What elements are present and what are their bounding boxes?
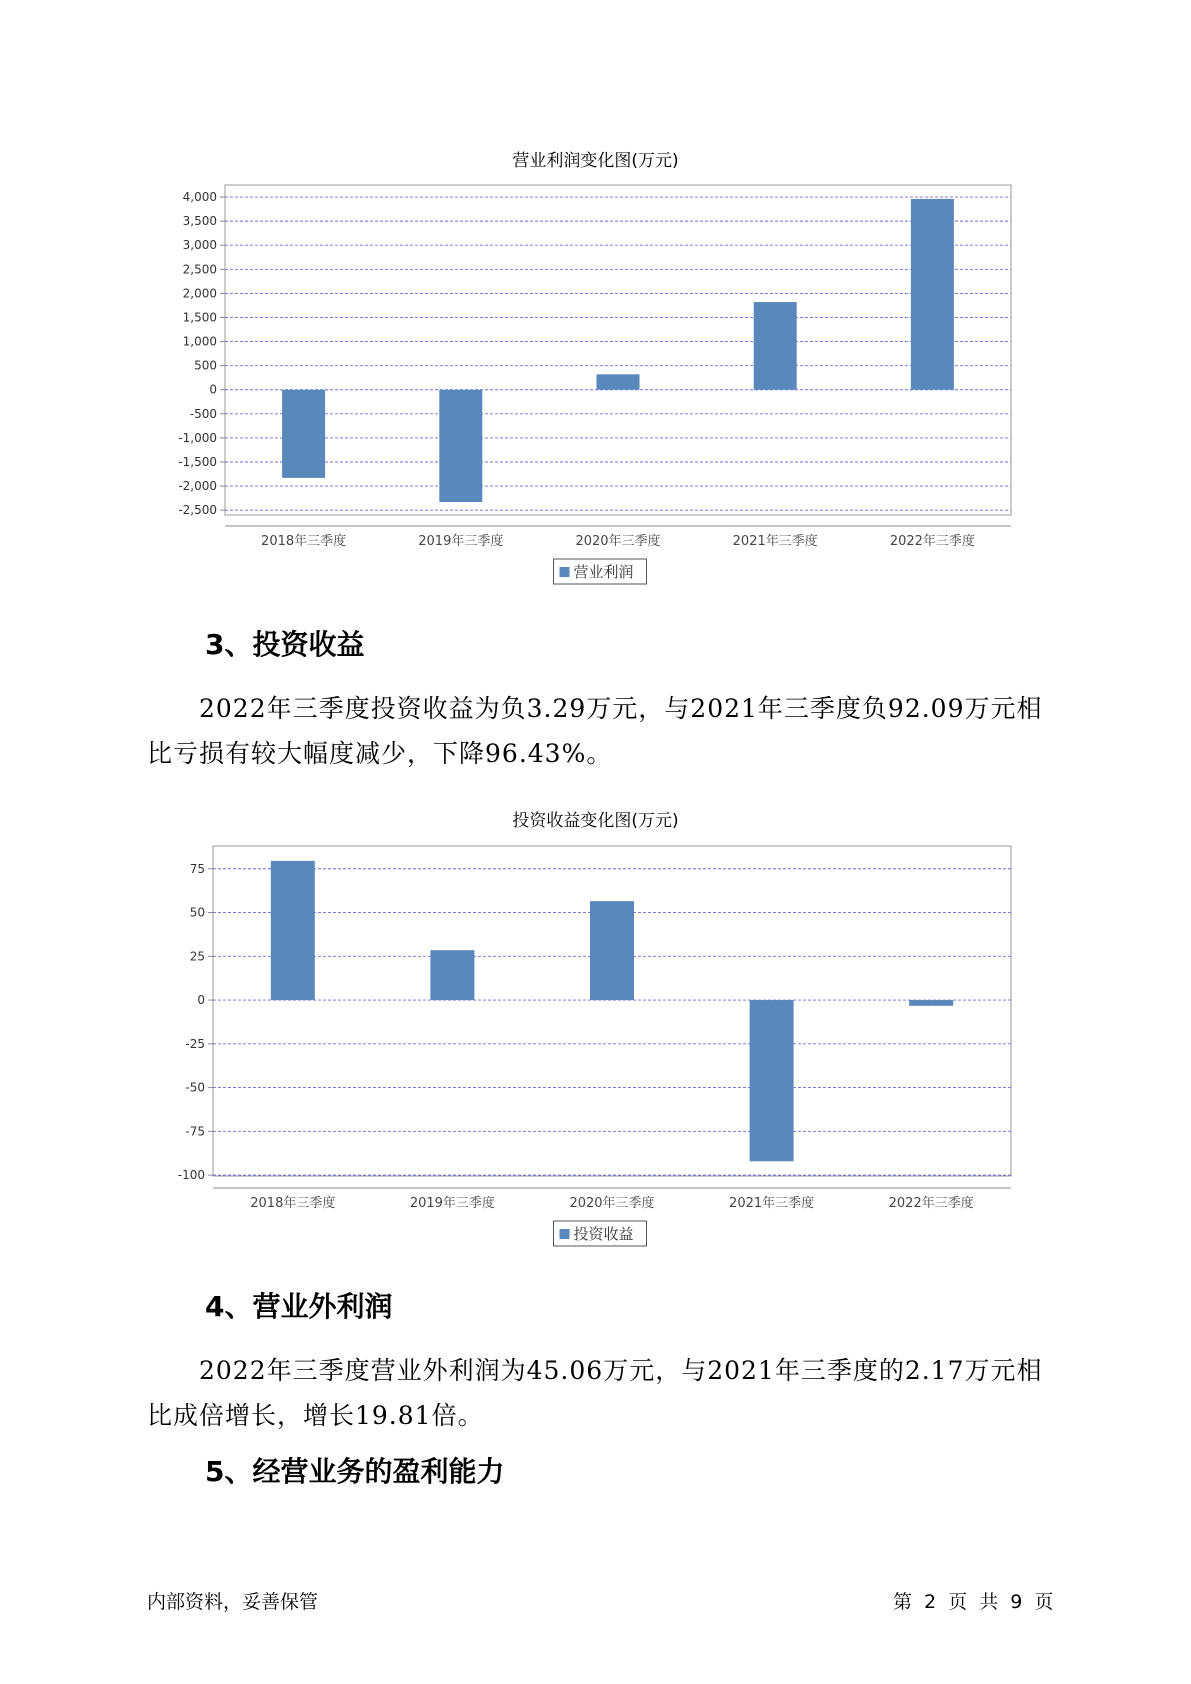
x-tick-label: 2022年三季度 — [889, 534, 975, 549]
bar — [750, 1000, 794, 1161]
y-tick-label: 2,000 — [182, 286, 217, 301]
bar — [590, 901, 634, 1000]
x-tick-label: 2020年三季度 — [575, 534, 661, 549]
y-tick-label: 50 — [189, 905, 205, 920]
y-tick-label: -1,500 — [178, 455, 217, 470]
operating-profit-chart-title: 营业利润变化图(万元) — [512, 151, 679, 171]
y-tick-label: 2,500 — [182, 262, 217, 277]
footer-confidential-note: 内部资料，妥善保管 — [147, 1591, 319, 1613]
x-tick-label: 2020年三季度 — [569, 1196, 655, 1211]
y-tick-label: -25 — [185, 1036, 205, 1051]
section-heading-non-operating-profit: 4、营业外利润 — [205, 1290, 393, 1323]
y-tick-label: -1,000 — [178, 430, 217, 445]
paragraph-non-operating-profit: 2022年三季度营业外利润为45.06万元，与2021年三季度的2.17万元相比成倍增长，增长19.81倍。 — [147, 1356, 1043, 1430]
x-tick-label: 2021年三季度 — [729, 1196, 815, 1211]
legend-swatch — [560, 1229, 570, 1239]
y-tick-label: -2,000 — [178, 479, 217, 494]
bar — [909, 1000, 953, 1006]
x-tick-label: 2018年三季度 — [250, 1196, 336, 1211]
investment-income-chart-title: 投资收益变化图(万元) — [512, 811, 679, 831]
section-heading-business-profitability: 5、经营业务的盈利能力 — [205, 1455, 505, 1488]
y-tick-label: -50 — [185, 1080, 205, 1095]
y-tick-label: 4,000 — [182, 190, 217, 205]
legend-label: 投资收益 — [573, 1225, 634, 1243]
y-tick-label: 3,500 — [182, 214, 217, 229]
x-tick-label: 2019年三季度 — [418, 534, 504, 549]
x-tick-label: 2022年三季度 — [888, 1196, 974, 1211]
y-tick-label: 1,000 — [182, 334, 217, 349]
bar — [271, 861, 315, 1000]
section-heading-investment-income: 3、投资收益 — [205, 628, 365, 661]
legend-label: 营业利润 — [573, 563, 634, 581]
paragraph-investment-income: 2022年三季度投资收益为负3.29万元，与2021年三季度负92.09万元相比亏损有较大幅度减少，下降96.43%。 — [147, 694, 1043, 768]
y-tick-label: 0 — [197, 993, 205, 1008]
footer-page-number: 第 2 页 共 9 页 — [893, 1591, 1054, 1613]
x-tick-label: 2019年三季度 — [409, 1196, 495, 1211]
y-tick-label: -500 — [189, 406, 217, 421]
y-tick-label: 0 — [209, 382, 217, 397]
y-tick-label: -75 — [185, 1124, 205, 1139]
y-tick-label: 1,500 — [182, 310, 217, 325]
plot-area — [213, 846, 1011, 1176]
y-tick-label: -100 — [177, 1168, 205, 1183]
y-tick-label: 3,000 — [182, 238, 217, 253]
bar — [430, 950, 474, 1000]
x-tick-label: 2018年三季度 — [261, 534, 347, 549]
y-tick-label: 25 — [189, 949, 205, 964]
y-tick-label: 500 — [194, 358, 217, 373]
y-tick-label: 75 — [189, 861, 205, 876]
y-tick-label: -2,500 — [178, 503, 217, 518]
x-tick-label: 2021年三季度 — [732, 534, 818, 549]
